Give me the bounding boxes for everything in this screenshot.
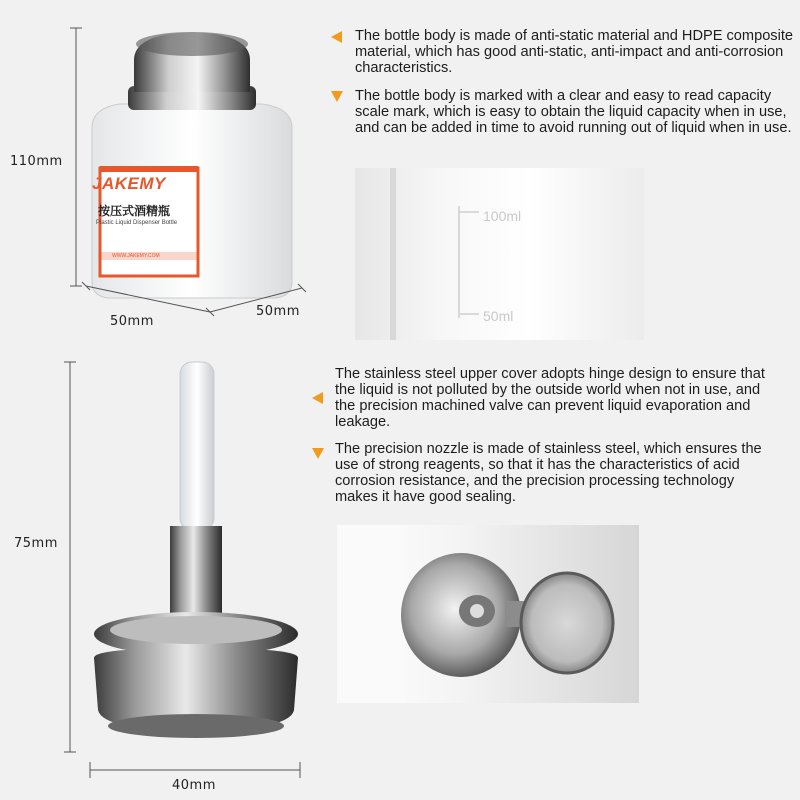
arrow-left-icon	[312, 392, 323, 404]
feature-text-cover: The stainless steel upper cover adopts hinge design to ensure that the liquid is not polluted by the outside world when not in use, and the precision machined valve can prevent liquid evaporation and leakage.	[335, 366, 765, 430]
scale-closeup-photo	[355, 168, 644, 340]
label-english-name: Plastic Liquid Dispenser Bottle	[96, 220, 178, 226]
brand-logo: JAKEMY	[92, 174, 166, 193]
arrow-down-icon	[312, 448, 324, 459]
feature-text-nozzle: The precision nozzle is made of stainless steel, which ensures the use of strong reagents, so that it has the characteristics of acid corrosion resistance, and the precision processing technology makes it have good sealing.	[335, 441, 762, 505]
height-label: 110mm	[10, 154, 63, 169]
feature-text-scale: The bottle body is marked with a clear and easy to read capacity scale mark, which is easy to obtain the liquid capacity when in use, and can be added in time to avoid running out of liquid when in use.	[355, 88, 792, 136]
nozzle-height-label: 75mm	[14, 536, 58, 551]
nozzle-cap-illustration	[84, 358, 314, 748]
hinge-closeup-photo	[337, 525, 639, 703]
label-chinese-name: 按压式酒精瓶	[98, 204, 171, 218]
depth-label: 50mm	[256, 304, 300, 319]
arrow-down-icon	[331, 91, 343, 102]
scale-mark-100: 100ml	[483, 208, 522, 224]
width-label: 50mm	[110, 314, 154, 329]
bottle-illustration	[80, 20, 310, 320]
nozzle-height-dimension-line	[60, 360, 80, 756]
arrow-left-icon	[331, 31, 342, 43]
scale-mark-50: 50ml	[483, 308, 514, 324]
nozzle-width-label: 40mm	[172, 778, 216, 793]
label-website: WWW.JAKEMY.COM	[112, 253, 160, 259]
feature-text-material: The bottle body is made of anti-static material and HDPE composite material, which has good anti-static, anti-impact and anti-corrosion characteristics.	[355, 28, 794, 76]
